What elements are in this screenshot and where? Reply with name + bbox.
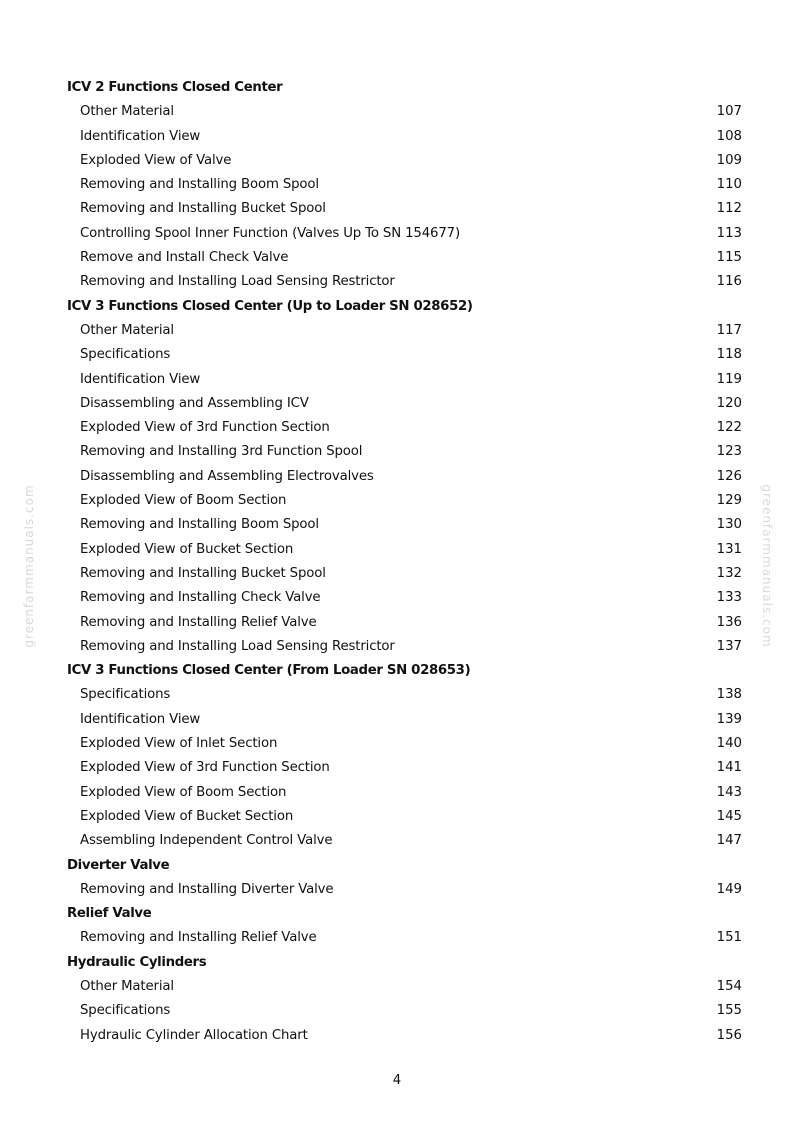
toc-section-heading[interactable] bbox=[0, 951, 794, 975]
toc-entry[interactable] bbox=[0, 926, 794, 950]
toc-section-heading[interactable] bbox=[0, 902, 794, 926]
entry-page-number: 151 bbox=[716, 930, 742, 946]
toc-section-heading[interactable] bbox=[0, 854, 794, 878]
entry-title: Assembling Independent Control Valve bbox=[80, 833, 333, 849]
entry-page-number: 136 bbox=[716, 614, 742, 630]
toc-entry[interactable] bbox=[0, 635, 794, 659]
entry-page-number: 141 bbox=[716, 760, 742, 776]
entry-page-number: 154 bbox=[716, 978, 742, 994]
entry-page-number: 139 bbox=[716, 711, 742, 727]
toc-entry[interactable] bbox=[0, 829, 794, 853]
toc-entry[interactable] bbox=[0, 465, 794, 489]
entry-page-number: 149 bbox=[716, 881, 742, 897]
entry-page-number: 115 bbox=[716, 250, 742, 266]
toc-entry[interactable] bbox=[0, 975, 794, 999]
toc-entry[interactable] bbox=[0, 319, 794, 343]
entry-title: Removing and Installing Diverter Valve bbox=[80, 881, 334, 897]
entry-page-number: 132 bbox=[716, 565, 742, 581]
entry-title: Exploded View of Bucket Section bbox=[80, 541, 294, 557]
entry-title: Removing and Installing Check Valve bbox=[80, 590, 321, 606]
entry-title: Exploded View of 3rd Function Section bbox=[80, 420, 330, 436]
entry-page-number: 130 bbox=[716, 517, 742, 533]
toc-entry[interactable] bbox=[0, 805, 794, 829]
entry-title: Exploded View of Inlet Section bbox=[80, 736, 278, 752]
entry-title: Removing and Installing Boom Spool bbox=[80, 177, 319, 193]
toc-entry[interactable] bbox=[0, 222, 794, 246]
entry-page-number: 120 bbox=[716, 395, 742, 411]
entry-title: Specifications bbox=[80, 347, 171, 363]
toc-entry[interactable] bbox=[0, 392, 794, 416]
entry-page-number: 129 bbox=[716, 493, 742, 509]
entry-page-number: 123 bbox=[716, 444, 742, 460]
entry-title: Exploded View of Valve bbox=[80, 152, 232, 168]
entry-title: Removing and Installing Boom Spool bbox=[80, 517, 319, 533]
entry-page-number: 133 bbox=[716, 590, 742, 606]
entry-title: Exploded View of 3rd Function Section bbox=[80, 760, 330, 776]
entry-title: Removing and Installing Relief Valve bbox=[80, 930, 317, 946]
entry-title: Exploded View of Boom Section bbox=[80, 493, 287, 509]
entry-title: Other Material bbox=[80, 322, 174, 338]
page-number: 4 bbox=[392, 1073, 402, 1088]
entry-page-number: 116 bbox=[716, 274, 742, 290]
entry-title: Removing and Installing 3rd Function Spool bbox=[80, 444, 363, 460]
toc-entry[interactable] bbox=[0, 1024, 794, 1048]
entry-page-number: 108 bbox=[716, 128, 742, 144]
toc-entry[interactable] bbox=[0, 683, 794, 707]
entry-title: Other Material bbox=[80, 104, 174, 120]
entry-title: Remove and Install Check Valve bbox=[80, 250, 289, 266]
toc-entry[interactable] bbox=[0, 538, 794, 562]
toc-entry[interactable] bbox=[0, 513, 794, 537]
entry-page-number: 131 bbox=[716, 541, 742, 557]
entry-page-number: 119 bbox=[716, 371, 742, 387]
entry-page-number: 143 bbox=[716, 784, 742, 800]
section-title: Relief Valve bbox=[67, 906, 152, 922]
toc-section-heading[interactable] bbox=[0, 295, 794, 319]
toc-entry[interactable] bbox=[0, 246, 794, 270]
entry-page-number: 137 bbox=[716, 638, 742, 654]
toc-entry[interactable] bbox=[0, 708, 794, 732]
entry-title: Removing and Installing Load Sensing Restrictor bbox=[80, 274, 395, 290]
entry-title: Disassembling and Assembling ICV bbox=[80, 395, 309, 411]
section-title: ICV 2 Functions Closed Center bbox=[67, 80, 283, 95]
section-title: ICV 3 Functions Closed Center (From Loader SN 028653) bbox=[67, 663, 471, 679]
toc-entry[interactable] bbox=[0, 586, 794, 610]
entry-page-number: 109 bbox=[716, 152, 742, 168]
entry-title: Specifications bbox=[80, 687, 171, 703]
entry-title: Removing and Installing Relief Valve bbox=[80, 614, 317, 630]
toc-section-heading[interactable] bbox=[0, 76, 794, 100]
toc-entry[interactable] bbox=[0, 173, 794, 197]
entry-title: Identification View bbox=[80, 371, 201, 387]
entry-title: Hydraulic Cylinder Allocation Chart bbox=[80, 1027, 308, 1043]
entry-page-number: 147 bbox=[716, 833, 742, 849]
entry-page-number: 126 bbox=[716, 468, 742, 484]
entry-title: Removing and Installing Bucket Spool bbox=[80, 201, 326, 217]
toc-entry[interactable] bbox=[0, 416, 794, 440]
toc-entry[interactable] bbox=[0, 732, 794, 756]
toc-entry[interactable] bbox=[0, 343, 794, 367]
toc-section-heading[interactable] bbox=[0, 659, 794, 683]
toc-entry[interactable] bbox=[0, 100, 794, 124]
entry-page-number: 156 bbox=[716, 1027, 742, 1043]
entry-title: Disassembling and Assembling Electrovalves bbox=[80, 468, 374, 484]
toc-entry[interactable] bbox=[0, 611, 794, 635]
table-of-contents bbox=[0, 76, 794, 1048]
entry-title: Removing and Installing Bucket Spool bbox=[80, 565, 326, 581]
entry-page-number: 117 bbox=[716, 322, 742, 338]
entry-title: Specifications bbox=[80, 1003, 171, 1019]
entry-title: Exploded View of Bucket Section bbox=[80, 808, 294, 824]
entry-title: Identification View bbox=[80, 128, 201, 144]
entry-page-number: 138 bbox=[716, 687, 742, 703]
toc-entry[interactable] bbox=[0, 368, 794, 392]
toc-entry[interactable] bbox=[0, 149, 794, 173]
entry-page-number: 155 bbox=[716, 1003, 742, 1019]
entry-page-number: 112 bbox=[716, 201, 742, 217]
toc-entry[interactable] bbox=[0, 197, 794, 221]
entry-title: Other Material bbox=[80, 978, 174, 994]
toc-entry[interactable] bbox=[0, 756, 794, 780]
toc-entry[interactable] bbox=[0, 440, 794, 464]
toc-entry[interactable] bbox=[0, 878, 794, 902]
entry-page-number: 145 bbox=[716, 808, 742, 824]
watermark-left: greenfarmmanuals.com bbox=[22, 484, 36, 648]
entry-title: Exploded View of Boom Section bbox=[80, 784, 287, 800]
toc-entry[interactable] bbox=[0, 781, 794, 805]
entry-title: Removing and Installing Load Sensing Restrictor bbox=[80, 638, 395, 654]
toc-entry[interactable] bbox=[0, 489, 794, 513]
entry-page-number: 107 bbox=[716, 104, 742, 120]
toc-entry[interactable] bbox=[0, 125, 794, 149]
entry-title: Controlling Spool Inner Function (Valves Up To SN 154677) bbox=[80, 225, 460, 241]
entry-page-number: 113 bbox=[716, 225, 742, 241]
section-title: ICV 3 Functions Closed Center (Up to Loader SN 028652) bbox=[67, 298, 473, 314]
entry-page-number: 110 bbox=[716, 177, 742, 193]
section-title: Hydraulic Cylinders bbox=[67, 954, 207, 970]
toc-entry[interactable] bbox=[0, 270, 794, 294]
toc-entry[interactable] bbox=[0, 999, 794, 1023]
toc-entry[interactable] bbox=[0, 562, 794, 586]
entry-page-number: 122 bbox=[716, 420, 742, 436]
section-title: Diverter Valve bbox=[67, 857, 170, 873]
entry-page-number: 140 bbox=[716, 736, 742, 752]
watermark-right: greenfarmmanuals.com bbox=[760, 484, 774, 648]
entry-page-number: 118 bbox=[716, 347, 742, 363]
entry-title: Identification View bbox=[80, 711, 201, 727]
